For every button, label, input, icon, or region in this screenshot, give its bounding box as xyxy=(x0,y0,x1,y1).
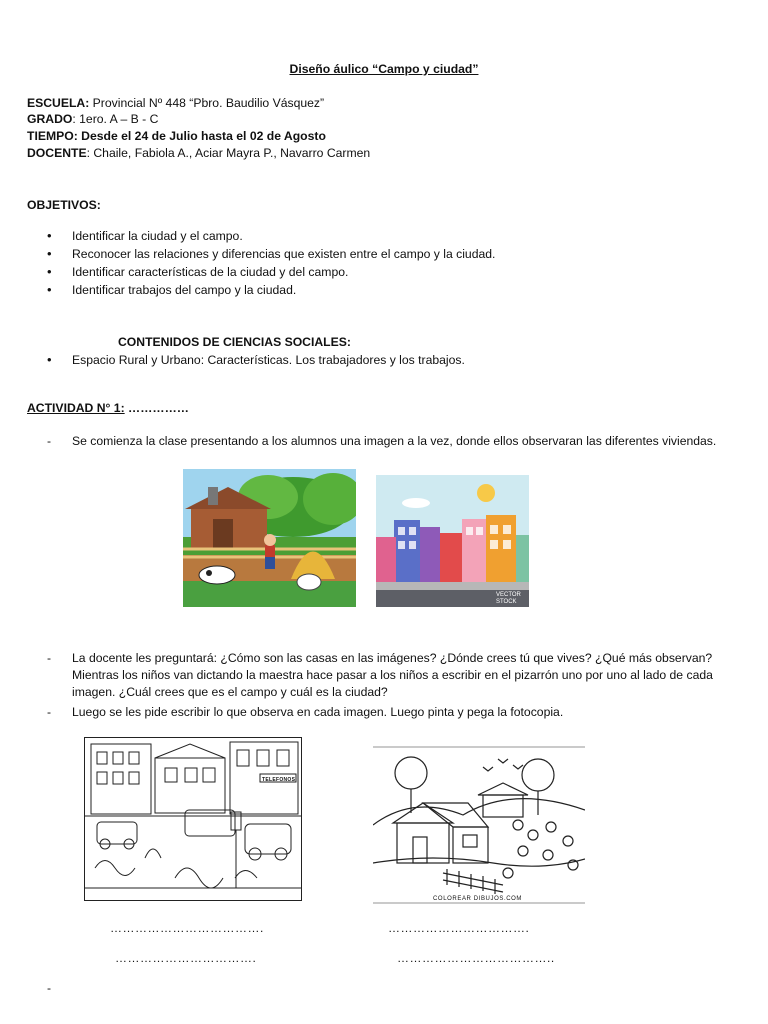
farm-picture xyxy=(183,469,356,607)
list-item: • Identificar características de la ciudad y del campo. xyxy=(47,263,495,281)
answer-line-left-1[interactable]: ………………………………. xyxy=(110,921,264,935)
dash-marker: - xyxy=(47,705,52,719)
escuela-value: Provincial Nº 448 “Pbro. Baudilio Vásquez” xyxy=(89,96,325,110)
list-item: • Espacio Rural y Urbano: Características. Los trabajadores y los trabajos. xyxy=(47,351,465,369)
farm-coloring-picture xyxy=(373,745,585,905)
tiempo-line xyxy=(27,128,326,145)
activity-step-2 xyxy=(47,650,727,701)
objetivos-list xyxy=(47,227,495,299)
activity-step-text: Se comienza la clase presentando a los alumnos una imagen a la vez, donde ellos observaran las diferentes viviendas. xyxy=(72,434,717,448)
docente-line xyxy=(27,145,370,162)
docente-label: DOCENTE xyxy=(27,146,87,160)
telefonos-sign: TELEFONOS xyxy=(262,777,296,783)
escuela-label: ESCUELA: xyxy=(27,96,90,110)
answer-line-right-1[interactable]: ……………………………. xyxy=(388,921,530,935)
escuela-line xyxy=(27,95,324,112)
answer-line-left-2[interactable]: ……………………………. xyxy=(115,951,257,965)
city-picture xyxy=(376,475,529,607)
dash-marker: - xyxy=(47,651,52,665)
contenidos-list xyxy=(47,351,465,369)
tiempo-value: Desde el 24 de Julio hasta el 02 de Agosto xyxy=(77,129,326,143)
tiempo-label: TIEMPO: xyxy=(27,129,78,143)
objetivos-heading: OBJETIVOS: xyxy=(27,198,101,212)
grado-label: GRADO xyxy=(27,112,73,126)
colorear-dibujos-watermark: COLOREAR DIBUJOS.COM xyxy=(433,896,523,902)
list-item: • Identificar la ciudad y el campo. xyxy=(47,227,495,245)
city-coloring-icon xyxy=(85,738,301,900)
actividad-label: ACTIVIDAD N° 1: xyxy=(27,401,125,415)
grado-line xyxy=(27,111,158,128)
actividad-heading xyxy=(27,400,189,417)
city-illustration-icon xyxy=(376,475,529,607)
activity-step-3 xyxy=(47,704,727,721)
grado-value: : 1ero. A – B - C xyxy=(72,112,159,126)
vectorstock-watermark: VECTOR STOCK xyxy=(496,592,521,605)
list-item: • Identificar trabajos del campo y la ciudad. xyxy=(47,281,495,299)
list-item: • Reconocer las relaciones y diferencias que existen entre el campo y la ciudad. xyxy=(47,245,495,263)
dash-marker: - xyxy=(47,981,52,995)
answer-line-right-2[interactable]: ……………………………….. xyxy=(397,951,555,965)
farm-illustration-icon xyxy=(183,469,356,607)
activity-step-text: La docente les preguntará: ¿Cómo son las casas en las imágenes? ¿Dónde crees tú que vives? ¿Qué más observan? Mientras los niños van dictando la maestra hace pasar a los niños a escribir en el pizarrón uno por uno al lado de cada imagen. ¿Cuál crees que es el campo y cuál es la ciudad? xyxy=(72,651,713,699)
dash-marker: - xyxy=(47,434,52,448)
farm-coloring-icon xyxy=(373,745,585,905)
contenidos-heading: CONTENIDOS DE CIENCIAS SOCIALES: xyxy=(118,335,351,349)
document-title: Diseño áulico “Campo y ciudad” xyxy=(289,62,479,76)
activity-step-text: Luego se les pide escribir lo que observa en cada imagen. Luego pinta y pega la fotocopia. xyxy=(72,705,564,719)
activity-step-1 xyxy=(47,433,727,450)
city-coloring-picture xyxy=(84,737,302,901)
actividad-dots: …………… xyxy=(124,401,189,415)
docente-value: : Chaile, Fabiola A., Aciar Mayra P., Navarro Carmen xyxy=(86,146,371,160)
